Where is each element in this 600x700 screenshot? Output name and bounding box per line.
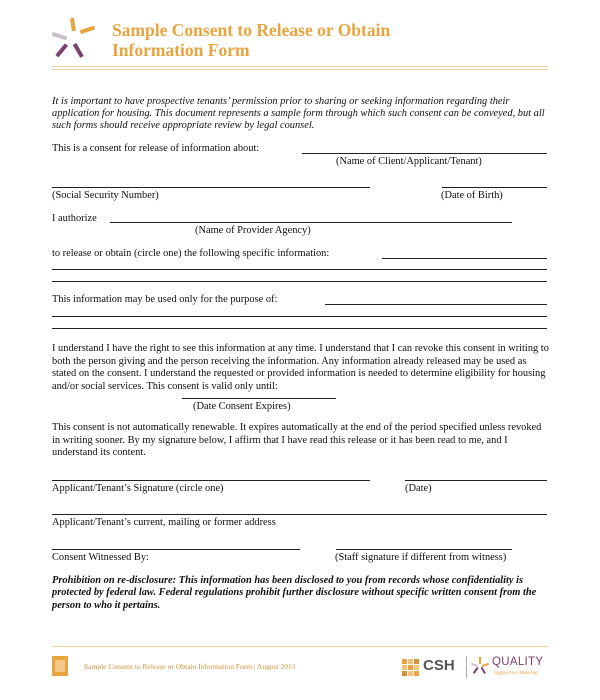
renewal-paragraph: This consent is not automatically renewable. It expires automatically at the end of the period specified unless revoked in writing sooner. By my signature below, I affirm that I have read this release or it has been read to me, and I understand its content. (52, 422, 542, 459)
purpose-label: This information may be used only for the purpose of: (52, 294, 278, 305)
header-divider (52, 66, 548, 67)
release-obtain-label: to release or obtain (circle one) the following specific information: (52, 248, 330, 259)
witness-line[interactable] (52, 549, 300, 550)
applicant-signature-caption: Applicant/Tenant’s Signature (circle one) (52, 483, 224, 494)
rights-paragraph: I understand I have the right to see this information at any time. I understand that I can revoke this consent in writing to both the person giving and the person receiving the information. Any information already released may be used as stated on the consent. I understand the requested or provided information is needed to determine eligibility for housing and/or social services. This consent is valid only until: (52, 343, 549, 392)
quality-logo (470, 654, 550, 680)
quality-logo-subtitle: Supportive Housing (494, 670, 538, 676)
starburst-logo-icon (50, 16, 100, 62)
purpose-line[interactable] (52, 316, 547, 317)
address-caption: Applicant/Tenant’s current, mailing or former address (52, 517, 276, 528)
consent-about-label: This is a consent for release of information about: (52, 143, 260, 154)
dob-caption: (Date of Birth) (441, 190, 503, 201)
specific-info-line[interactable] (382, 258, 547, 259)
staff-signature-line[interactable] (336, 549, 512, 550)
provider-agency-caption: (Name of Provider Agency) (195, 225, 311, 236)
document-icon (52, 656, 68, 676)
footer-text: Sample Consent to Release or Obtain Information Form | August 2013 (84, 662, 296, 671)
signature-date-line[interactable] (405, 480, 547, 481)
witness-caption: Consent Witnessed By: (52, 552, 149, 563)
client-name-caption: (Name of Client/Applicant/Tenant) (336, 156, 482, 167)
client-name-line[interactable] (302, 153, 547, 154)
address-line[interactable] (52, 514, 547, 515)
purpose-line[interactable] (325, 304, 547, 305)
expiration-date-caption: (Date Consent Expires) (193, 401, 291, 412)
ssn-line[interactable] (52, 187, 370, 188)
ssn-caption: (Social Security Number) (52, 190, 159, 201)
specific-info-line[interactable] (52, 281, 547, 282)
provider-agency-line[interactable] (110, 222, 512, 223)
csh-logo (402, 655, 464, 679)
intro-paragraph: It is important to have prospective tenants’ permission prior to sharing or seeking information regarding their application for housing. This document represents a sample form through which such consent can be conveyed, but all such forms should receive appropriate review by legal counsel. (52, 96, 545, 131)
applicant-signature-line[interactable] (52, 480, 370, 481)
header-divider (52, 69, 548, 70)
purpose-line[interactable] (52, 328, 547, 329)
specific-info-line[interactable] (52, 269, 547, 270)
authorize-label: I authorize (52, 213, 97, 224)
page-title: Sample Consent to Release or Obtain Information Form (112, 20, 391, 60)
staff-signature-caption: (Staff signature if different from witness) (335, 552, 507, 563)
quality-starburst-icon (470, 656, 490, 676)
form-header (50, 14, 550, 64)
csh-logo-text: CSH (423, 657, 455, 674)
footer-separator (466, 656, 467, 678)
footer-divider (52, 646, 548, 647)
expiration-date-line[interactable] (182, 398, 336, 399)
dob-line[interactable] (442, 187, 547, 188)
quality-logo-text: QUALITY (492, 656, 544, 668)
signature-date-caption: (Date) (405, 483, 432, 494)
prohibition-notice: Prohibition on re-disclosure: This information has been disclosed to you from records whose confidentiality is protected by federal law. Federal regulations prohibit further disclosure without specific written consent from the person to who it pertains. (52, 575, 537, 611)
